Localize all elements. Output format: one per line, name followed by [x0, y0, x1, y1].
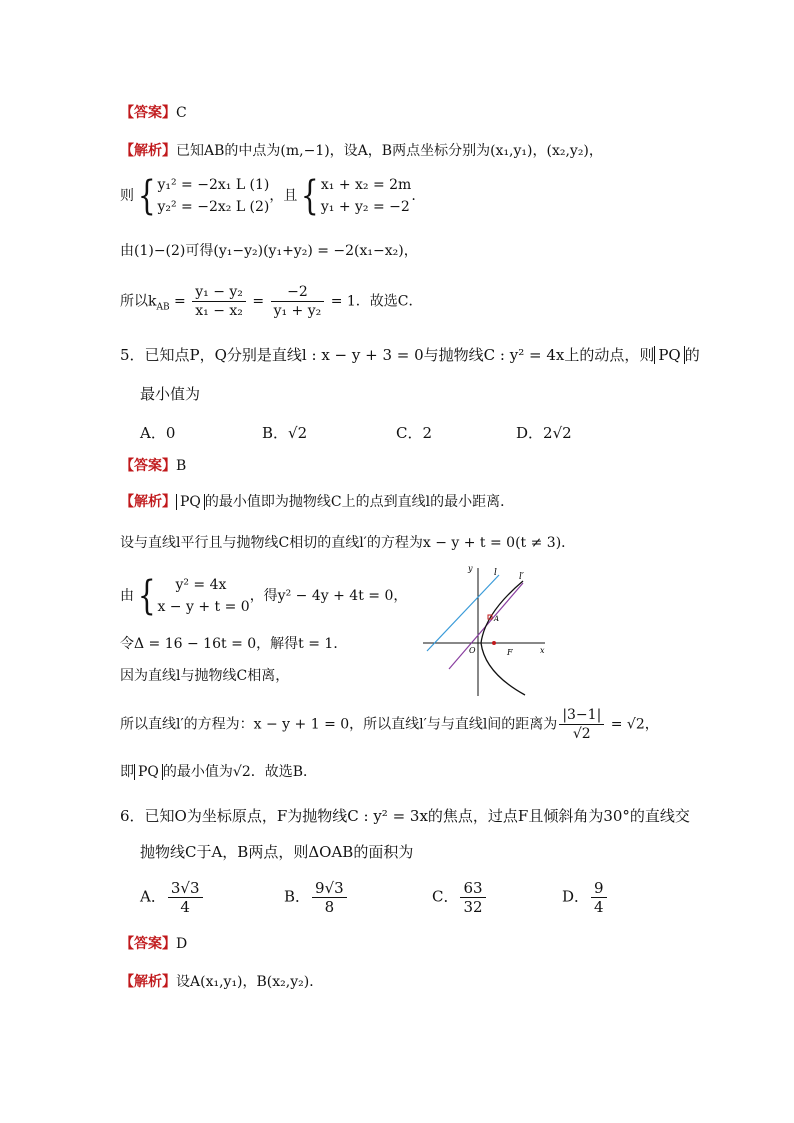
- system-connector: ，且: [269, 188, 298, 204]
- q6-analysis-line1: [120, 972, 323, 992]
- q4-analysis-line1: [120, 141, 603, 161]
- equation: y₂² = −2x₂ L (2): [157, 199, 270, 215]
- q5-answer-line: [120, 456, 186, 476]
- numerator: 9: [591, 879, 607, 898]
- answer-tag: 【答案】: [120, 458, 176, 474]
- l-prime-label: l′: [519, 572, 524, 582]
- slope-subscript: AB: [156, 302, 170, 313]
- q5-option-b: B．√2: [262, 424, 308, 442]
- system-end: .: [411, 188, 416, 204]
- analysis-text: 已知AB的中点为(m,−1)，设A，B两点坐标分别为(x₁,y₁)，(x₂,y₂)，: [176, 143, 603, 159]
- numerator: y₁ − y₂: [192, 283, 246, 302]
- equation-system-1: [157, 174, 269, 218]
- q4-slope-line: 所以$k_{AB}$ = $\frac{\text{y₁ − y₂}}{\text{x₁ − x₂}}$ = $\frac{-2}{\text{y₁ + y₂}}$ = 1．故选C．: [120, 284, 423, 319]
- q5-stem-line1: [120, 344, 700, 366]
- q5-analysis-line7: [120, 762, 317, 782]
- analysis-tag: 【解析】: [120, 974, 176, 990]
- answer-value: B: [176, 458, 187, 474]
- answer-tag: 【答案】: [120, 105, 176, 121]
- analysis-tag: 【解析】: [120, 143, 176, 159]
- q6-stem-line1: [120, 805, 690, 827]
- analysis-text: 由(1)−(2)可得(y₁−y₂)(y₁+y₂) = −2(x₁−x₂)，: [120, 243, 418, 259]
- system-prefix: 由: [120, 588, 134, 604]
- analysis-text: ，得y² − 4y + 4t = 0，: [249, 588, 408, 604]
- q6-answer-line: [120, 934, 187, 954]
- analysis-text: 因为直线l与抛物线C相离，: [120, 668, 290, 684]
- option-label: C．: [432, 887, 459, 906]
- analysis-text: 设与直线l平行且与抛物线C相切的直线l′的方程为x − y + t = 0(t ≠ 3)．: [120, 535, 576, 551]
- fraction: [312, 879, 347, 916]
- q5-analysis-line5: [120, 666, 289, 686]
- q4-system-line: [120, 174, 416, 218]
- q5-analysis-line6: [120, 706, 659, 743]
- q6-stem-line2: [140, 841, 413, 863]
- analysis-text: 令Δ = 16 − 16t = 0，解得t = 1．: [120, 636, 348, 652]
- equation-system: [157, 574, 249, 618]
- q5-analysis-line4: [120, 634, 347, 654]
- numerator: 9√3: [312, 879, 347, 898]
- q5-system-line: [120, 574, 407, 618]
- analysis-text: 即: [120, 764, 134, 780]
- analysis-text: 设A(x₁,y₁)，B(x₂,y₂)．: [176, 974, 324, 990]
- numerator: |3−1|: [559, 706, 604, 725]
- answer-tag: 【答案】: [120, 936, 176, 952]
- abs-value: PQ: [654, 346, 684, 364]
- q6-option-d: [562, 879, 609, 916]
- option-label: B．: [284, 887, 311, 906]
- equation: y₁² = −2x₁ L (1): [157, 177, 270, 193]
- denominator: 4: [180, 898, 190, 916]
- equals: =: [169, 293, 191, 310]
- equation: y₁ + y₂ = −2: [320, 199, 410, 215]
- left-brace: {: [137, 173, 156, 219]
- analysis-text: 的最小值为√2．故选B．: [162, 764, 318, 780]
- denominator: 8: [324, 898, 335, 916]
- q6-option-a: [140, 879, 205, 916]
- question-text: 最小值为: [140, 385, 201, 403]
- answer-value: C: [176, 105, 187, 121]
- parabola-curve: [481, 581, 525, 695]
- analysis-text: 的最小值即为抛物线C上的点到直线l的最小距离．: [204, 494, 515, 510]
- fraction: [591, 879, 607, 916]
- option-label: D．: [562, 887, 590, 906]
- fraction: [460, 879, 485, 916]
- fraction: [168, 879, 203, 916]
- equation: x₁ + x₂ = 2m: [320, 177, 412, 193]
- analysis-text: = √2，: [606, 716, 659, 733]
- q4-analysis-line3: [120, 241, 418, 261]
- x-label: x: [540, 646, 545, 655]
- a-label: A: [494, 615, 500, 623]
- q5-analysis-line2: [120, 533, 575, 553]
- l-label: l: [494, 568, 497, 578]
- numerator: 3√3: [168, 879, 203, 898]
- analysis-tag: 【解析】: [120, 494, 176, 510]
- system-prefix: 则: [120, 188, 134, 204]
- parabola-graph: [423, 563, 553, 698]
- point-f: [492, 641, 496, 645]
- question-text: 抛物线C于A，B两点，则ΔOAB的面积为: [140, 843, 414, 861]
- answer-value: D: [176, 936, 188, 952]
- line-l: [427, 575, 499, 651]
- abs-value: PQ: [176, 494, 205, 510]
- left-brace: {: [137, 573, 156, 619]
- fraction: [559, 706, 604, 743]
- denominator: 32: [463, 898, 483, 916]
- slope-prefix: 所以k: [120, 293, 157, 310]
- analysis-text: 所以直线l′的方程为：x − y + 1 = 0，所以直线l′与与直线l间的距离为: [120, 716, 558, 733]
- q5-option-c: C．2: [396, 424, 433, 442]
- q5-option-a: A．0: [140, 424, 176, 442]
- equation-system-2: [321, 174, 411, 218]
- f-label: F: [507, 648, 513, 657]
- y-label: y: [468, 564, 473, 573]
- q4-answer-line: [120, 103, 187, 123]
- q5-option-d: D．2√2: [516, 424, 572, 442]
- origin-label: O: [469, 646, 476, 655]
- denominator: x₁ − x₂: [195, 303, 243, 319]
- fraction: [192, 283, 246, 320]
- question-text: 6．已知O为坐标原点，F为抛物线C : y² = 3x的焦点，过点F且倾斜角为30°的直线交: [120, 807, 690, 825]
- denominator: y₁ + y₂: [273, 303, 322, 319]
- question-text: 5．已知点P，Q分别是直线l : x − y + 3 = 0与抛物线C : y² = 4x上的动点，则: [120, 346, 655, 364]
- question-text: 的: [684, 346, 700, 364]
- q6-option-b: [284, 879, 349, 916]
- denominator: 4: [594, 898, 604, 916]
- abs-value: PQ: [134, 764, 163, 780]
- option-label: A．: [140, 887, 166, 906]
- equation: y² = 4x: [175, 577, 227, 593]
- q5-analysis-line1: [120, 492, 514, 512]
- numerator: 63: [460, 879, 485, 898]
- left-brace: {: [301, 173, 320, 219]
- fraction: [271, 283, 325, 320]
- equation: x − y + t = 0: [157, 599, 250, 615]
- numerator: −2: [271, 283, 325, 302]
- q5-stem-line2: [140, 383, 200, 405]
- conclusion: = 1．故选C．: [326, 293, 423, 310]
- q6-option-c: [432, 879, 488, 916]
- denominator: √2: [572, 726, 591, 742]
